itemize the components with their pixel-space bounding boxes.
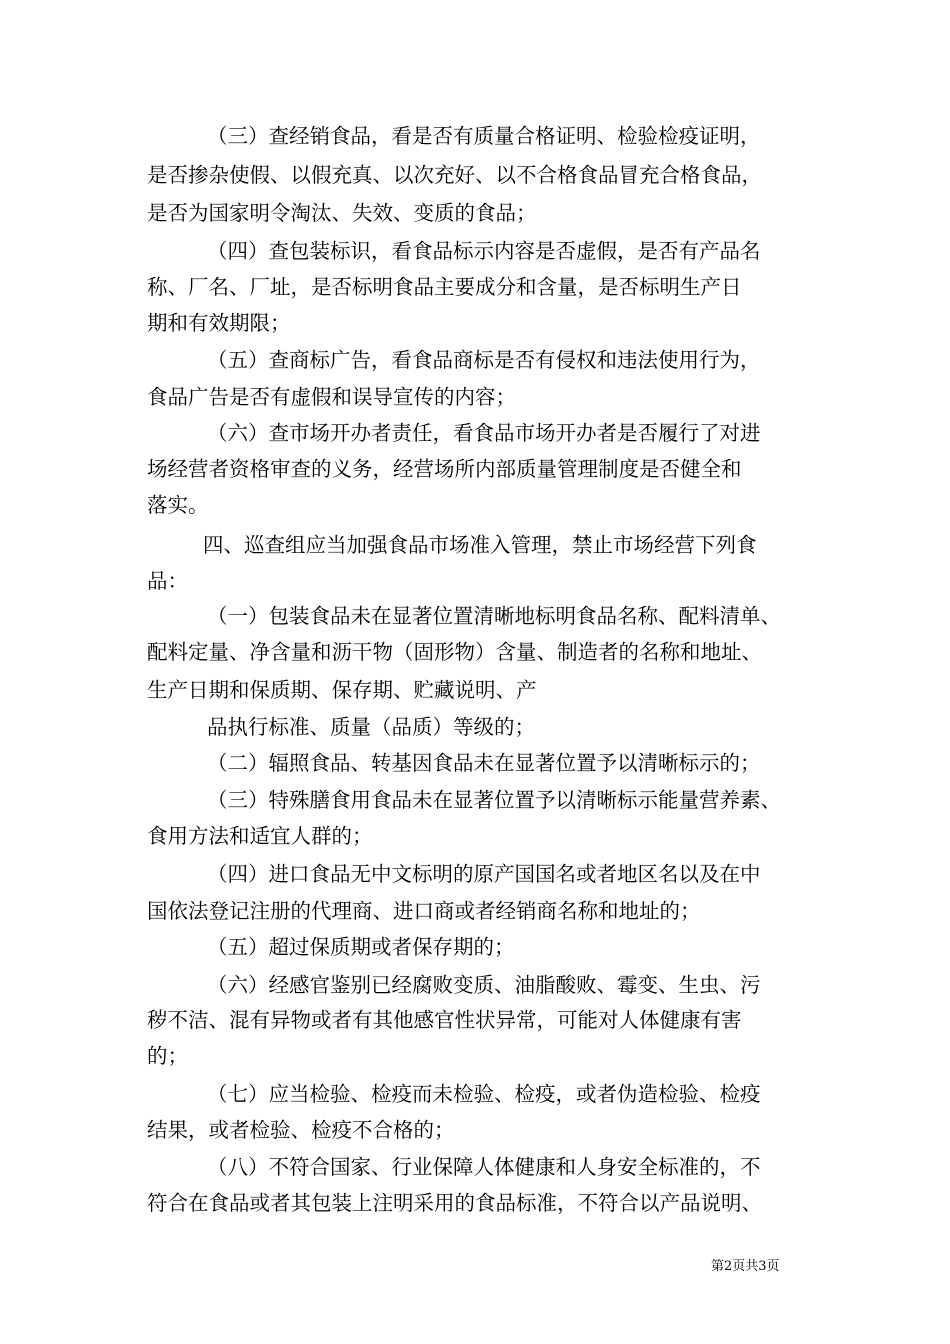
body-line: （三）特殊膳食用食品未在显著位置予以清晰标示能量营养素、 [207, 788, 781, 812]
body-line: （六）查市场开办者责任，看食品市场开办者是否履行了对进 [207, 421, 761, 445]
body-line: 的； [147, 1044, 188, 1068]
body-line: 符合在食品或者其包装上注明采用的食品标准，不符合以产品说明、 [147, 1191, 762, 1215]
page-number: 第2页共3页 [711, 1259, 780, 1274]
body-line: 秽不洁、混有异物或者有其他感官性状异常，可能对人体健康有害 [147, 1008, 742, 1032]
body-line: 是否为国家明令淘汰、失效、变质的食品； [147, 201, 537, 225]
body-line: 结果，或者检验、检疫不合格的； [147, 1118, 455, 1142]
body-line: 食用方法和适宜人群的； [147, 824, 373, 848]
body-line: （七）应当检验、检疫而未检验、检疫，或者伪造检验、检疫 [207, 1082, 761, 1106]
body-line: 称、厂名、厂址，是否标明食品主要成分和含量，是否标明生产日 [147, 275, 742, 299]
body-line: （五）查商标广告，看食品商标是否有侵权和违法使用行为， [207, 348, 761, 372]
body-line: 场经营者资格审查的义务，经营场所内部质量管理制度是否健全和 [147, 457, 742, 481]
body-line: 期和有效期限； [147, 311, 291, 335]
body-line: （二）辐照食品、转基因食品未在显著位置予以清晰标示的； [207, 751, 761, 775]
section-heading: 四、巡查组应当加强食品市场准入管理，禁止市场经营下列食 [203, 533, 757, 557]
body-line: （四）查包装标识，看食品标示内容是否虚假，是否有产品名 [207, 239, 761, 263]
body-line: （五）超过保质期或者保存期的； [207, 935, 515, 959]
body-line: 国依法登记注册的代理商、进口商或者经销商名称和地址的； [147, 899, 701, 923]
body-line: 食品广告是否有虚假和误导宣传的内容； [147, 385, 516, 409]
body-line: （三）查经销食品，看是否有质量合格证明、检验检疫证明， [207, 124, 761, 148]
body-line: 品执行标准、质量（品质）等级的； [207, 715, 535, 739]
body-line: 生产日期和保质期、保存期、贮藏说明、产 [147, 678, 537, 702]
body-line: 是否掺杂使假、以假充真、以次充好、以不合格食品冒充合格食品， [147, 163, 762, 187]
body-line: 配料定量、净含量和沥干物（固形物）含量、制造者的名称和地址、 [147, 640, 762, 664]
body-line: 品： [147, 569, 188, 593]
body-line: （一）包装食品未在显著位置清晰地标明食品名称、配料清单、 [207, 604, 781, 628]
body-line: 落实。 [147, 493, 209, 517]
body-line: （四）进口食品无中文标明的原产国国名或者地区名以及在中 [207, 862, 761, 886]
body-line: （八）不符合国家、行业保障人体健康和人身安全标准的，不 [207, 1155, 761, 1179]
body-line: （六）经感官鉴别已经腐败变质、油脂酸败、霉变、生虫、污 [207, 973, 761, 997]
